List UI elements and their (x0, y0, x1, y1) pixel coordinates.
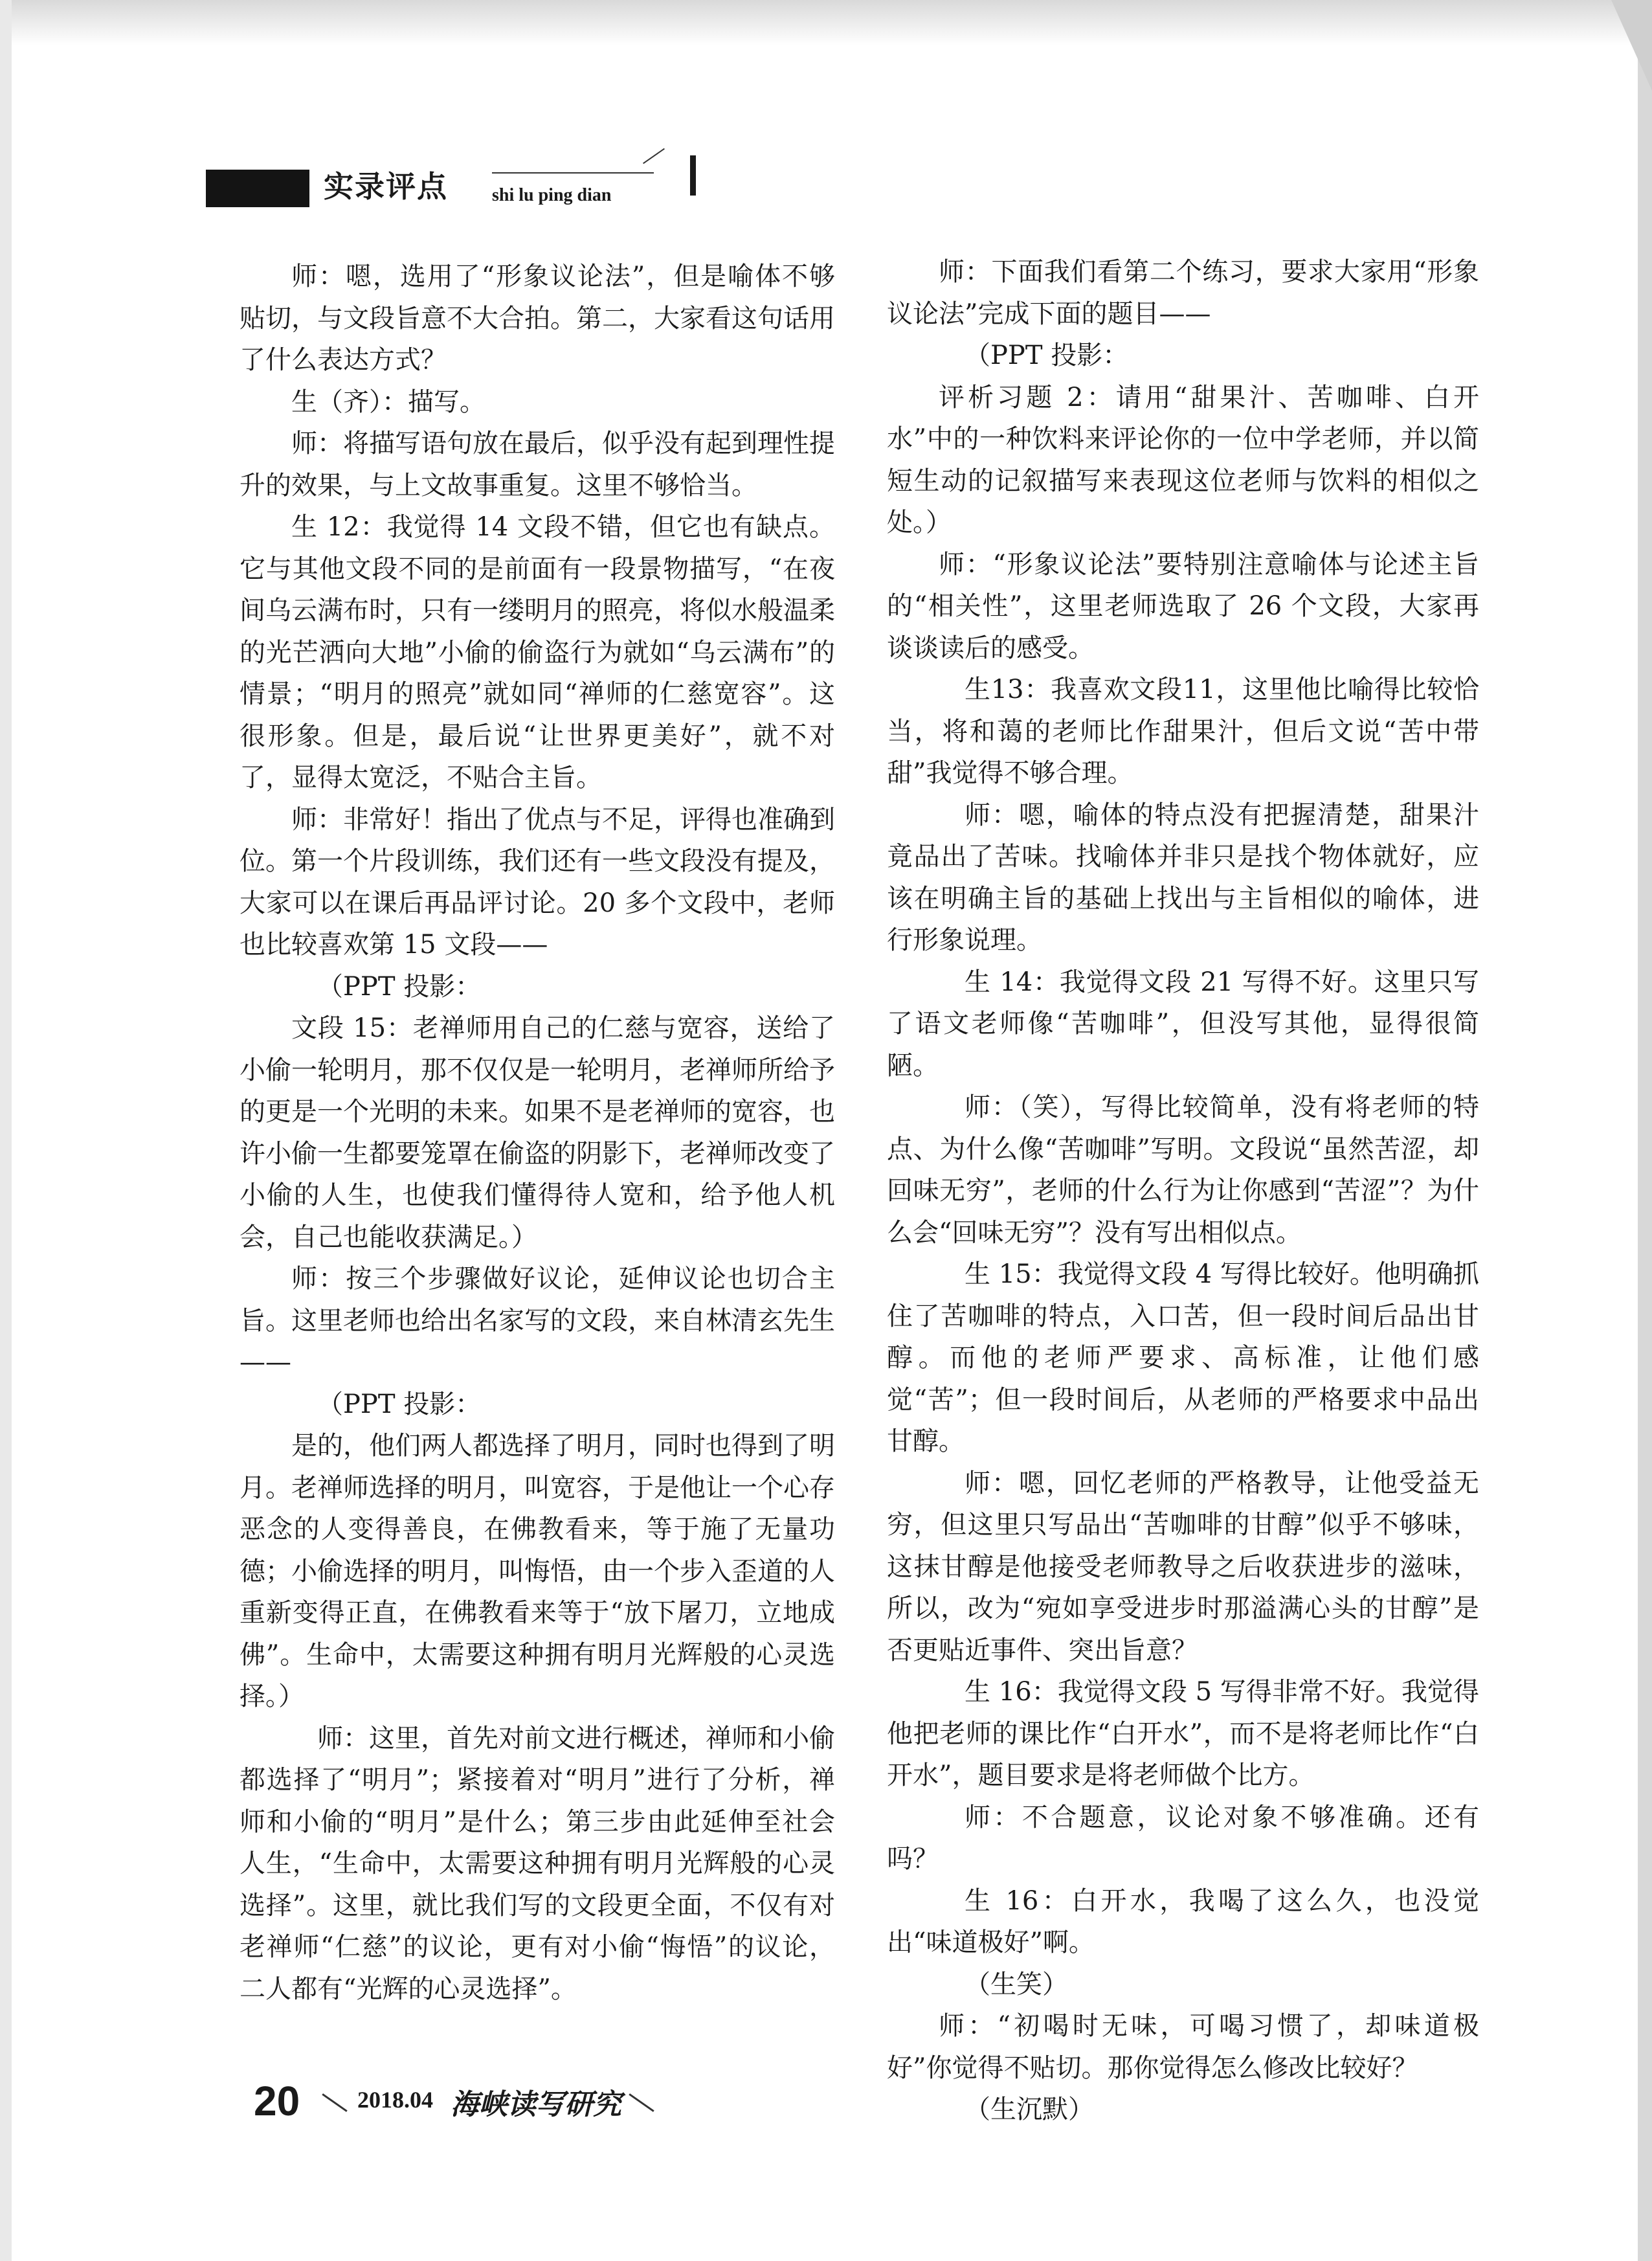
paragraph: 师：“形象议论法”要特别注意喻体与论述主旨的“相关性”，这里老师选取了 26 个文段，大家再谈谈读后的感受。 (887, 549, 1479, 663)
journal-name: 海峡读写研究 (451, 2088, 621, 2121)
scan-shadow-right (1638, 0, 1652, 2261)
paragraph: 文段 15：老禅师用自己的仁慈与宽容，送给了小偷一轮明月，那不仅仅是一轮明月，老禅师所给予的更是一个光明的未来。如果不是老禅师的宽容，也许小偷一生都要笼罩在偷盗的阴影下，老禅师改变了小偷的人生，也使我们懂得待人宽和，给予他人机会，自己也能收获满足。） (240, 1013, 835, 1252)
paragraph: 生 15：我觉得文段 4 写得比较好。他明确抓住了苦咖啡的特点，入口苦，但一段时间后品出甘醇。而他的老师严要求、高标准，让他们感觉“苦”；但一段时间后，从老师的严格要求中品出甘醇。 (887, 1259, 1479, 1456)
issue-date: 2018.04 (357, 2087, 433, 2113)
paragraph: 师：嗯，回忆老师的严格教导，让他受益无穷，但这里只写品出“苦咖啡的甘醇”似乎不够味，这抹甘醇是他接受老师教导之后收获进步的滋味，所以，改为“宛如享受进步时那溢满心头的甘醇”是否更贴近事件、突出旨意？ (887, 1468, 1479, 1665)
paragraph: 师：按三个步骤做好议论，延伸议论也切合主旨。这里老师也给出名家写的文段，来自林清玄先生—— (240, 1264, 835, 1377)
left-column (240, 256, 835, 2010)
paragraph: 生13：我喜欢文段11，这里他比喻得比较恰当，将和蔼的老师比作甜果汁，但后文说“苦中带甜”我觉得不够合理。 (887, 675, 1479, 788)
paragraph: 师：嗯，喻体的特点没有把握清楚，甜果汁竟品出了苦味。找喻体并非只是找个物体就好，应该在明确主旨的基础上找出与主旨相似的喻体，进行形象说理。 (887, 800, 1479, 955)
paragraph: 师：嗯，选用了“形象议论法”，但是喻体不够贴切，与文段旨意不大合拍。第二，大家看这句话用了什么表达方式？ (240, 262, 835, 375)
footer-slash (322, 2093, 347, 2112)
paragraph: 师：这里，首先对前文进行概述，禅师和小偷都选择了“明月”；紧接着对“明月”进行了分析，禅师和小偷的“明月”是什么；第三步由此延伸至社会人生，“生命中，太需要这种拥有明月光辉般的心灵选择”。这里，就比我们写的文段更全面，不仅有对老禅师“仁慈”的议论，更有对小偷“悔悟”的议论，二人都有“光辉的心灵选择”。 (240, 1723, 835, 2004)
paragraph: 生 14：我觉得文段 21 写得不好。这里只写了语文老师像“苦咖啡”，但没写其他，显得很简陋。 (887, 967, 1479, 1081)
paragraph: 师：不合题意，议论对象不够准确。还有吗？ (887, 1802, 1479, 1874)
paragraph: 是的，他们两人都选择了明月，同时也得到了明月。老禅师选择的明月，叫宽容，于是他让一个心存恶念的人变得善良，在佛教看来，等于施了无量功德；小偷选择的明月，叫悔悟，由一个步入歪道的人重新变得正直，在佛教看来等于“放下屠刀，立地成佛”。生命中，太需要这种拥有明月光辉般的心灵选择。） (240, 1431, 835, 1711)
footer-slash (629, 2093, 654, 2112)
paragraph: 师：非常好！指出了优点与不足，评得也准确到位。第一个片段训练，我们还有一些文段没有提及，大家可以在课后再品评讨论。20 多个文段中，老师也比较喜欢第 15 文段—— (240, 804, 835, 960)
ppt-marker: （PPT 投影： (317, 1389, 482, 1419)
paragraph: 评析习题 2：请用“甜果汁、苦咖啡、白开水”中的一种饮料来评论你的一位中学老师，并以简短生动的记叙描写来表现这位老师与饮料的相似之处。） (887, 382, 1479, 537)
paragraph: 生 16：白开水，我喝了这么久，也没觉出“味道极好”啊。 (887, 1885, 1479, 1957)
paragraph: 师：“初喝时无味，可喝习惯了，却味道极好”你觉得不贴切。那你觉得怎么修改比较好？ (887, 2011, 1479, 2083)
header-black-block (206, 170, 309, 207)
scan-shadow-top (0, 0, 1652, 45)
paragraph: 生 16：我觉得文段 5 写得非常不好。我觉得他把老师的课比作“白开水”，而不是将老师比作“白开水”，题目要求是将老师做个比方。 (887, 1677, 1479, 1790)
paragraph: （生沉默） (965, 2095, 1094, 2124)
paragraph: 师：将描写语句放在最后，似乎没有起到理性提升的效果，与上文故事重复。这里不够恰当。 (240, 429, 835, 501)
right-column (887, 251, 1479, 2131)
ppt-marker: （PPT 投影： (965, 341, 1129, 370)
section-pinyin: shi lu ping dian (492, 185, 612, 205)
paragraph: 师：（笑），写得比较简单，没有将老师的特点、为什么像“苦咖啡”写明。文段说“虽然苦涩，却回味无穷”，老师的什么行为让你感到“苦涩”？为什么会“回味无穷”？没有写出相似点。 (887, 1092, 1479, 1248)
header-rule (492, 172, 654, 174)
header-vertical-bar (690, 155, 696, 196)
paragraph: 生 12：我觉得 14 文段不错，但它也有缺点。它与其他文段不同的是前面有一段景物描写，“在夜间乌云满布时，只有一缕明月的照亮，将似水般温柔的光芒洒向大地”小偷的偷盗行为就如“乌云满布”的情景；“明月的照亮”就如同“禅师的仁慈宽容”。这很形象。但是，最后说“让世界更美好”，就不对了，显得太宽泛，不贴合主旨。 (240, 512, 835, 793)
paragraph: （生笑） (965, 1969, 1068, 1999)
page-number: 20 (254, 2078, 300, 2124)
header-slash (643, 148, 665, 164)
section-title: 实录评点 (324, 169, 448, 204)
ppt-marker: （PPT 投影： (317, 971, 482, 1002)
scan-shadow-left (0, 0, 12, 2261)
paragraph: 师：下面我们看第二个练习，要求大家用“形象议论法”完成下面的题目—— (887, 257, 1479, 329)
paragraph: 生（齐）：描写。 (291, 387, 486, 417)
